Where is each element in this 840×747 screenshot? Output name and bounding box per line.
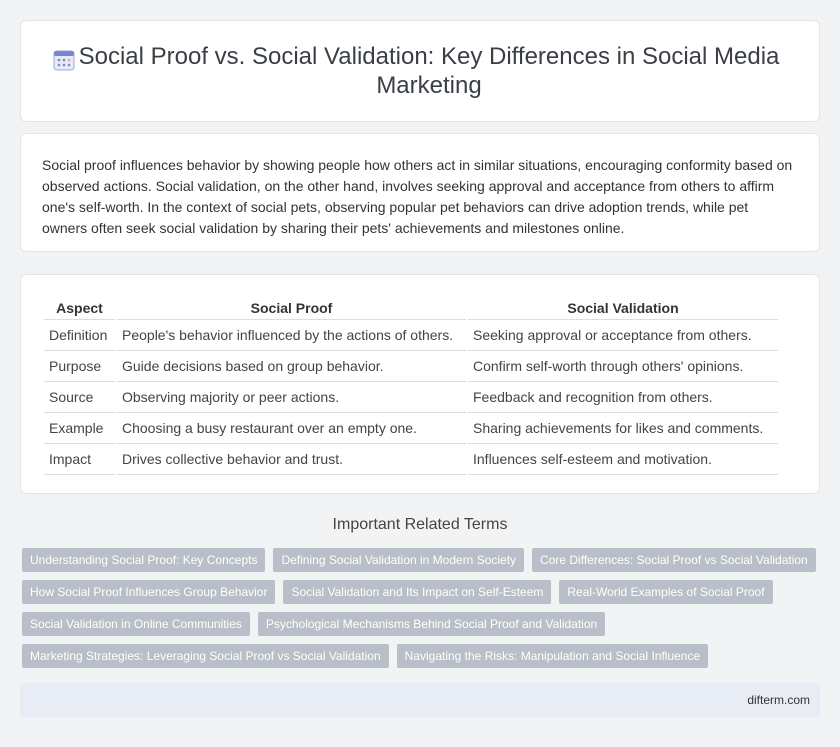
- related-term-link[interactable]: Social Validation in Online Communities: [22, 612, 250, 636]
- table-row: [44, 444, 778, 475]
- related-term-link[interactable]: Understanding Social Proof: Key Concepts: [22, 548, 265, 572]
- table-row: [44, 382, 778, 413]
- table-cell: Example: [44, 413, 115, 444]
- comparison-card: [20, 274, 820, 494]
- table-header-row: [44, 294, 778, 320]
- table-cell: People's behavior influenced by the actions of others.: [117, 320, 466, 351]
- table-row: [44, 413, 778, 444]
- table-cell: Drives collective behavior and trust.: [117, 444, 466, 475]
- summary-text: Social proof influences behavior by showing people how others act in similar situations, encouraging conformity based on observed actions. Social validation, on the other hand, involves seeking approval and acceptance from others to affirm one's self-worth. In the context of social pets, observing popular pet behaviors can drive adoption trends, while pet owners often seek social validation by sharing their pets' achievements and milestones online.: [42, 157, 793, 236]
- table-row: [44, 320, 778, 351]
- related-term-link[interactable]: Social Validation and Its Impact on Self-Esteem: [283, 580, 551, 604]
- summary-card: [20, 133, 820, 252]
- footer: [20, 683, 820, 717]
- table-cell: Observing majority or peer actions.: [117, 382, 466, 413]
- table-cell: Choosing a busy restaurant over an empty one.: [117, 413, 466, 444]
- column-header: Social Proof: [117, 294, 466, 320]
- tag-row: [22, 548, 822, 572]
- table-cell: Purpose: [44, 351, 115, 382]
- related-terms-list: [22, 548, 822, 676]
- tag-row: [22, 580, 822, 604]
- tag-row: [22, 644, 822, 668]
- table-cell: Confirm self-worth through others' opinions.: [468, 351, 778, 382]
- header-card: [20, 20, 820, 122]
- column-header: Social Validation: [468, 294, 778, 320]
- related-term-link[interactable]: Psychological Mechanisms Behind Social Proof and Validation: [258, 612, 605, 636]
- table-cell: Source: [44, 382, 115, 413]
- related-terms-title: Important Related Terms: [332, 516, 508, 533]
- related-term-link[interactable]: Marketing Strategies: Leveraging Social Proof vs Social Validation: [22, 644, 389, 668]
- table-cell: Guide decisions based on group behavior.: [117, 351, 466, 382]
- site-name[interactable]: difterm.com: [747, 693, 810, 707]
- table-cell: Sharing achievements for likes and comments.: [468, 413, 778, 444]
- comparison-table: [42, 294, 780, 475]
- tag-row: [22, 612, 822, 636]
- related-term-link[interactable]: Real-World Examples of Social Proof: [559, 580, 772, 604]
- page-title: Social Proof vs. Social Validation: Key Differences in Social Media Marketing: [78, 43, 780, 99]
- table-cell: Influences self-esteem and motivation.: [468, 444, 778, 475]
- table-cell: Definition: [44, 320, 115, 351]
- table-cell: Impact: [44, 444, 115, 475]
- related-term-link[interactable]: Core Differences: Social Proof vs Social Validation: [532, 548, 816, 572]
- related-term-link[interactable]: How Social Proof Influences Group Behavior: [22, 580, 275, 604]
- column-header: Aspect: [44, 294, 115, 320]
- table-cell: Feedback and recognition from others.: [468, 382, 778, 413]
- table-cell: Seeking approval or acceptance from others.: [468, 320, 778, 351]
- related-term-link[interactable]: Defining Social Validation in Modern Society: [273, 548, 524, 572]
- table-row: [44, 351, 778, 382]
- related-term-link[interactable]: Navigating the Risks: Manipulation and Social Influence: [397, 644, 709, 668]
